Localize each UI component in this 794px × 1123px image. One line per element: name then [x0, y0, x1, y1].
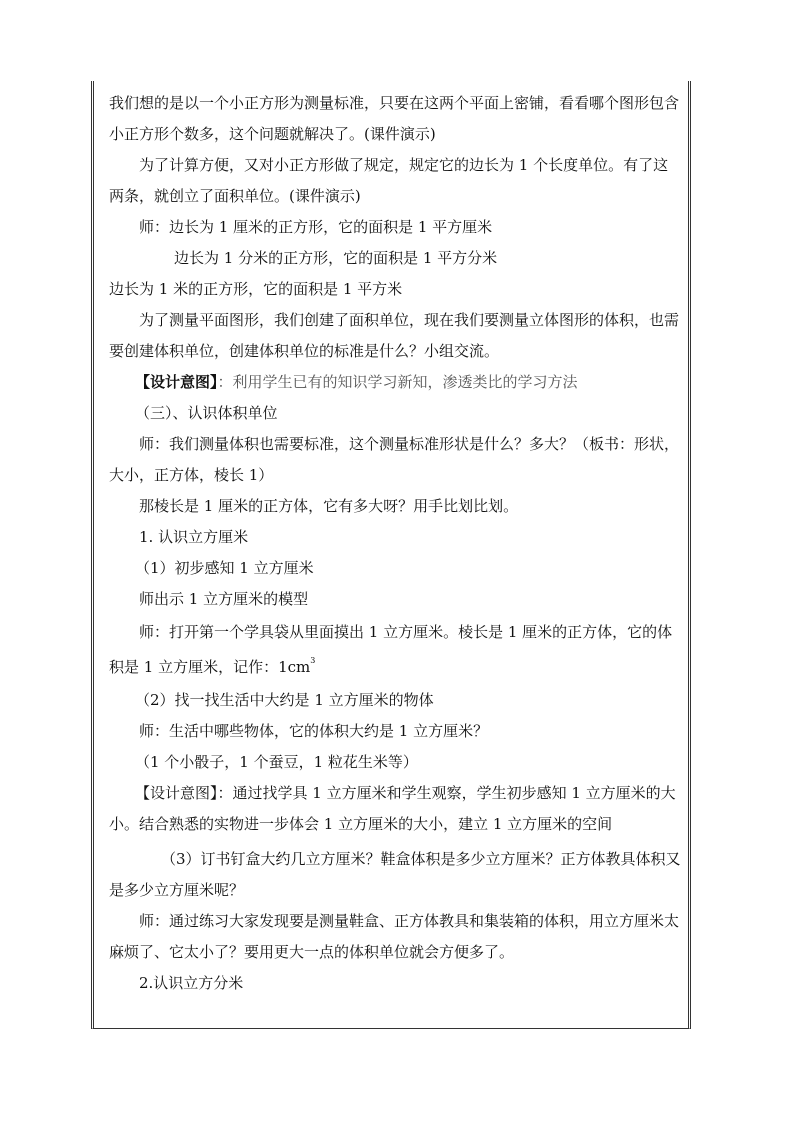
design-intent-text: ：利用学生已有的知识学习新知，渗透类比的学习方法 [217, 373, 578, 391]
paragraph-bigger-unit: 师：通过练习大家发现要是测量鞋盒、正方体教具和集装箱的体积，用立方厘米太麻烦了、它太小了？要用更大一点的体积单位就会方便多了。 [109, 912, 680, 961]
notation-text: 师：打开第一个学具袋从里面摸出 1 立方厘米。棱长是 1 厘米的正方体，它的体积是 1 立方厘米，记作：1cm [109, 623, 673, 676]
paragraph-staple-box: （3）订书钉盒大约几立方厘米？鞋盒体积是多少立方厘米？正方体教具体积又是多少立方厘米呢？ [109, 850, 681, 899]
superscript-3: 3 [310, 656, 316, 665]
paragraph-cm2: 师：边长为 1 厘米的正方形，它的面积是 1 平方厘米 [139, 218, 493, 236]
paragraph-unit-rule: 为了计算方便，又对小正方形做了规定，规定它的边长为 1 个长度单位。有了这两条，就创立了面积单位。(课件演示) [109, 156, 669, 205]
paragraph-intro: 我们想的是以一个小正方形为测量标准，只要在这两个平面上密铺，看看哪个图形包含小正方形个数多，这个问题就解决了。(课件演示) [109, 94, 680, 143]
design-intent-text: ：通过找学具 1 立方厘米和学生观察，学生初步感知 1 立方厘米的大小。结合熟悉的实物进一步体会 1 立方厘米的大小，建立 1 立方厘米的空间 [109, 784, 676, 833]
design-intent-label: 【设计意图】 [135, 373, 218, 391]
paragraph-standard: 师：我们测量体积也需要标准，这个测量标准形状是什么？多大？（板书：形状，大小，正方体，棱长 1） [109, 435, 680, 484]
body-text [109, 88, 681, 999]
design-intent-1 [109, 367, 681, 398]
paragraph-volume-question: 为了测量平面图形，我们创建了面积单位，现在我们要测量立体图形的体积，也需要创建体积单位，创建体积单位的标准是什么？小组交流。 [109, 311, 680, 360]
paragraph-examples: （1 个小骰子，1 个蚕豆，1 粒花生米等） [135, 753, 418, 771]
paragraph-model: 师出示 1 立方厘米的模型 [139, 590, 309, 608]
design-intent-label: 【设计意图】 [135, 784, 218, 802]
paragraph-life-objects: 师：生活中哪些物体，它的体积大约是 1 立方厘米？ [139, 722, 489, 740]
subheading-dm3: 2.认识立方分米 [139, 974, 244, 992]
subheading-cm3: 1. 认识立方厘米 [139, 528, 249, 546]
subheading-find: （2）找一找生活中大约是 1 立方厘米的物体 [135, 691, 434, 709]
paragraph-dm2: 边长为 1 分米的正方形，它的面积是 1 平方分米 [174, 249, 498, 267]
paragraph-notation [109, 615, 681, 685]
paragraph-hand-gesture: 那棱长是 1 厘米的正方体，它有多大呀？用手比划比划。 [139, 497, 519, 515]
design-intent-2 [109, 778, 681, 840]
paragraph-m2: 边长为 1 米的正方形，它的面积是 1 平方米 [109, 280, 403, 298]
subheading-perceive: （1）初步感知 1 立方厘米 [135, 559, 314, 577]
section-heading: （三）、认识体积单位 [135, 404, 278, 422]
